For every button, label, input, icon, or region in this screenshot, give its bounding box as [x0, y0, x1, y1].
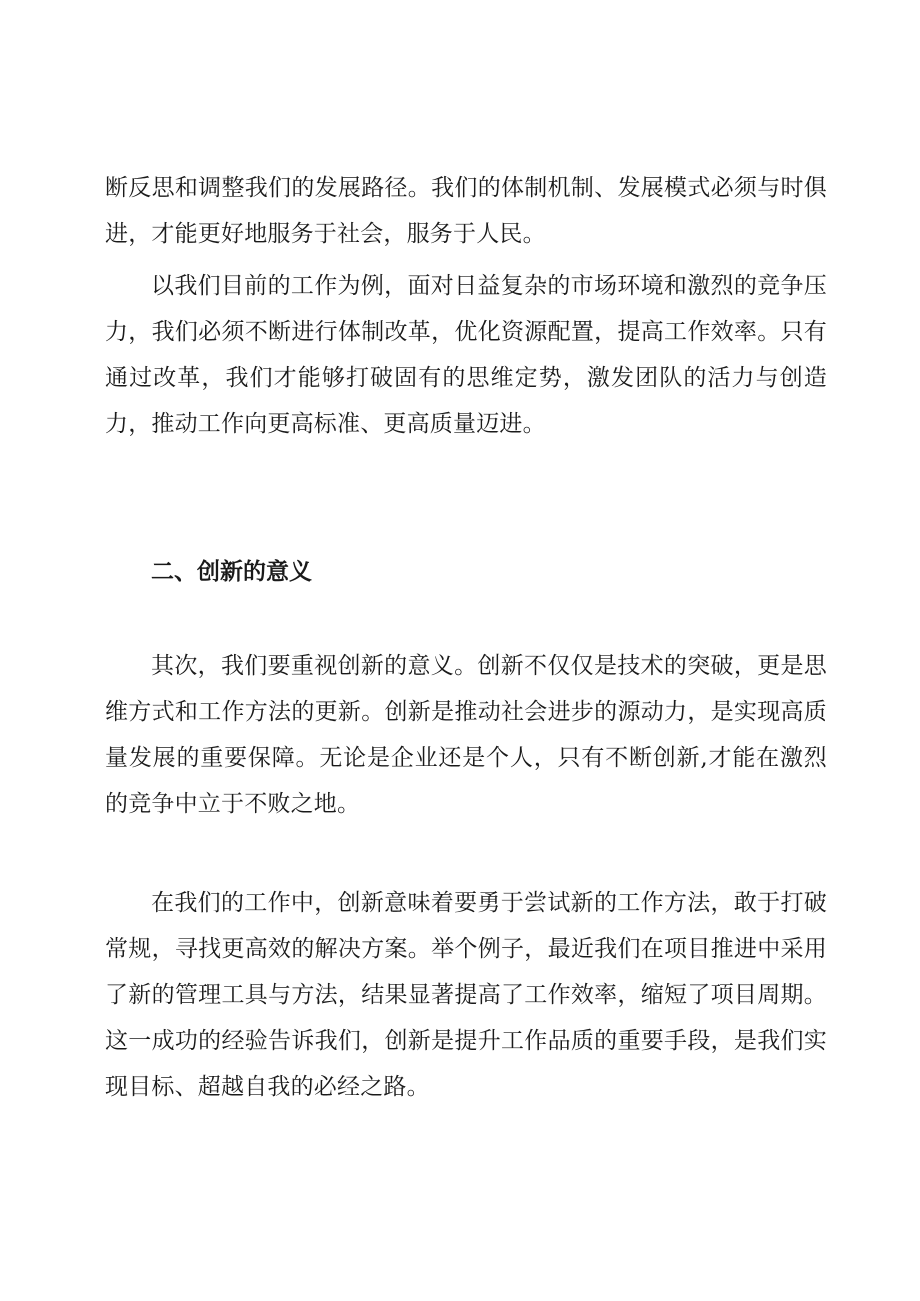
paragraph-innovation-work: 在我们的工作中，创新意味着要勇于尝试新的工作方法，敢于打破常规，寻找更高效的解决方案。举个例子，最近我们在项目推进中采用了新的管理工具与方法，结果显著提高了工作效率，缩短了项目周期。这一成功的经验告诉我们，创新是提升工作品质的重要手段，是我们实现目标、超越自我的必经之路。 [105, 890, 827, 1100]
paragraph-innovation-meaning: 其次，我们要重视创新的意义。创新不仅仅是技术的突破，更是思维方式和工作方法的更新。创新是推动社会进步的源动力，是实现高质量发展的重要保障。无论是企业还是个人，只有不断创新,才能在激烈的竞争中立于不败之地。 [105, 653, 827, 817]
paragraph-reform-example: 以我们目前的工作为例，面对日益复杂的市场环境和激烈的竞争压力，我们必须不断进行体制改革，优化资源配置，提高工作效率。只有通过改革，我们才能够打破固有的思维定势，激发团队的活力与创造力，推动工作向更高标准、更高质量迈进。 [105, 273, 827, 437]
paragraph-continuation: 断反思和调整我们的发展路径。我们的体制机制、发展模式必须与时俱进，才能更好地服务于社会，服务于人民。 [105, 175, 827, 247]
section-heading-innovation: 二、创新的意义 [151, 558, 312, 585]
